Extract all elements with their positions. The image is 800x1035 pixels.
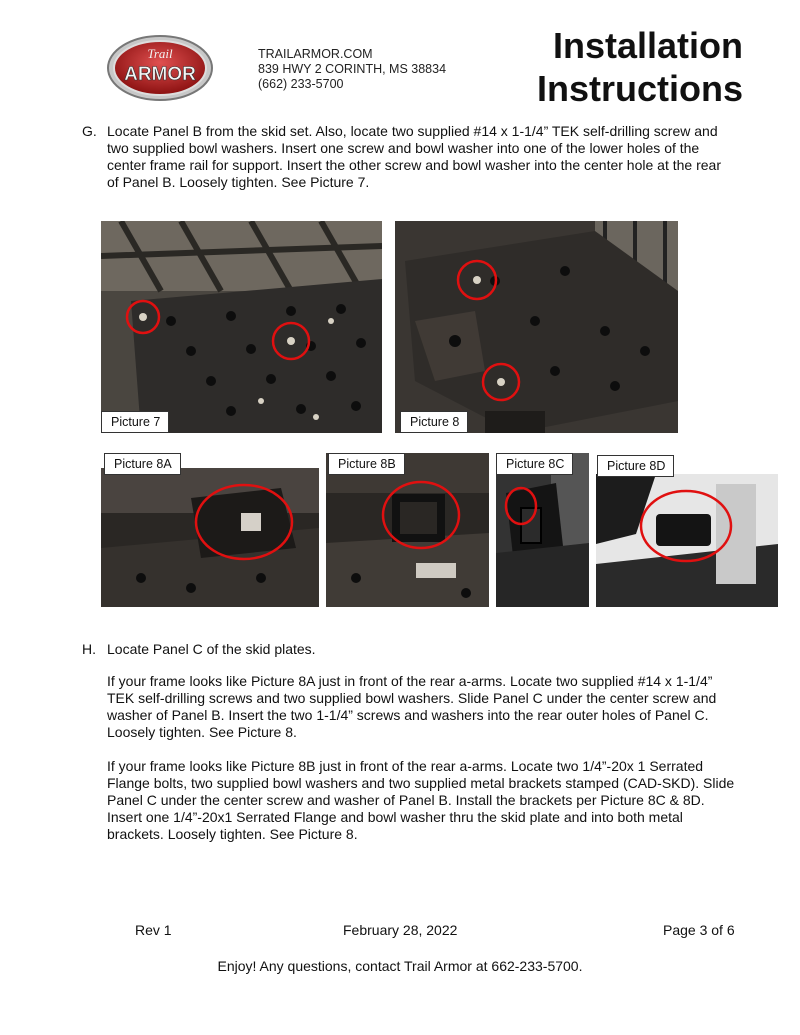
caption-picture-8b: Picture 8B: [328, 453, 405, 475]
page-title: Installation Instructions: [536, 25, 743, 109]
step-h: [82, 641, 782, 658]
company-phone: (662) 233-5700: [258, 77, 344, 91]
picture-8c-photo: [496, 453, 589, 607]
footer-page-number: Page 3 of 6: [663, 922, 735, 938]
caption-picture-7: Picture 7: [101, 411, 169, 433]
step-h-paragraph-8a: If your frame looks like Picture 8A just in front of the rear a-arms. Locate two supplied #14 x 1-1/4” TEK self-drilling screws and two supplied bowl washers. Slide Panel C under the center screw and washer of Panel B. Insert the two 1-1/4” screws and washers into the rear outer holes of Panel C. Loosely tighten. See Picture 8.: [107, 673, 717, 740]
picture-8a-photo: [101, 468, 319, 607]
step-g-marker: G.: [82, 123, 97, 139]
company-address: 839 HWY 2 CORINTH, MS 38834: [258, 62, 447, 76]
caption-picture-8: Picture 8: [400, 411, 468, 433]
footer-revision: Rev 1: [135, 922, 172, 938]
caption-picture-8d: Picture 8D: [597, 455, 674, 477]
picture-7-photo: [101, 221, 382, 433]
step-g-text: Locate Panel B from the skid set. Also, locate two supplied #14 x 1-1/4” TEK self-drilling screw and two supplied bowl washers. Insert one screw and bowl washer into one of the lower holes of the center frame rail for support. Insert the other screw and bowl washer into the center hole at the rear of Panel B. Loosely tighten. See Picture 7.: [107, 123, 721, 190]
picture-8-photo: [395, 221, 678, 433]
company-url: TRAILARMOR.COM: [258, 47, 373, 61]
picture-8b-photo: [326, 453, 489, 607]
caption-picture-8c: Picture 8C: [496, 453, 573, 475]
company-info: [258, 47, 446, 92]
step-g: [82, 123, 782, 193]
step-h-paragraph-8b: If your frame looks like Picture 8B just in front of the rear a-arms. Locate two 1/4”-20x 1 Serrated Flange bolts, two supplied bowl washers and two supplied metal brackets stamped (CAD-SKD). Slide Panel C under the center screw and washer of Panel B. Install the brackets per Picture 8C & 8D. Insert one 1/4”-20x1 Serrated Flange and bowl washer thru the skid plate and into both metal brackets. Loosely tighten. See Picture 8.: [107, 758, 735, 842]
svg-text:Trail: Trail: [147, 46, 173, 61]
footer-date: February 28, 2022: [343, 922, 458, 938]
caption-picture-8a: Picture 8A: [104, 453, 181, 475]
footer-contact: Enjoy! Any questions, contact Trail Armor at 662-233-5700.: [217, 958, 583, 974]
trail-armor-logo: [106, 34, 214, 102]
step-h-text: Locate Panel C of the skid plates.: [107, 641, 316, 657]
picture-8d-photo: [596, 474, 778, 607]
svg-text:ARMOR: ARMOR: [124, 64, 196, 85]
step-h-marker: H.: [82, 641, 96, 657]
